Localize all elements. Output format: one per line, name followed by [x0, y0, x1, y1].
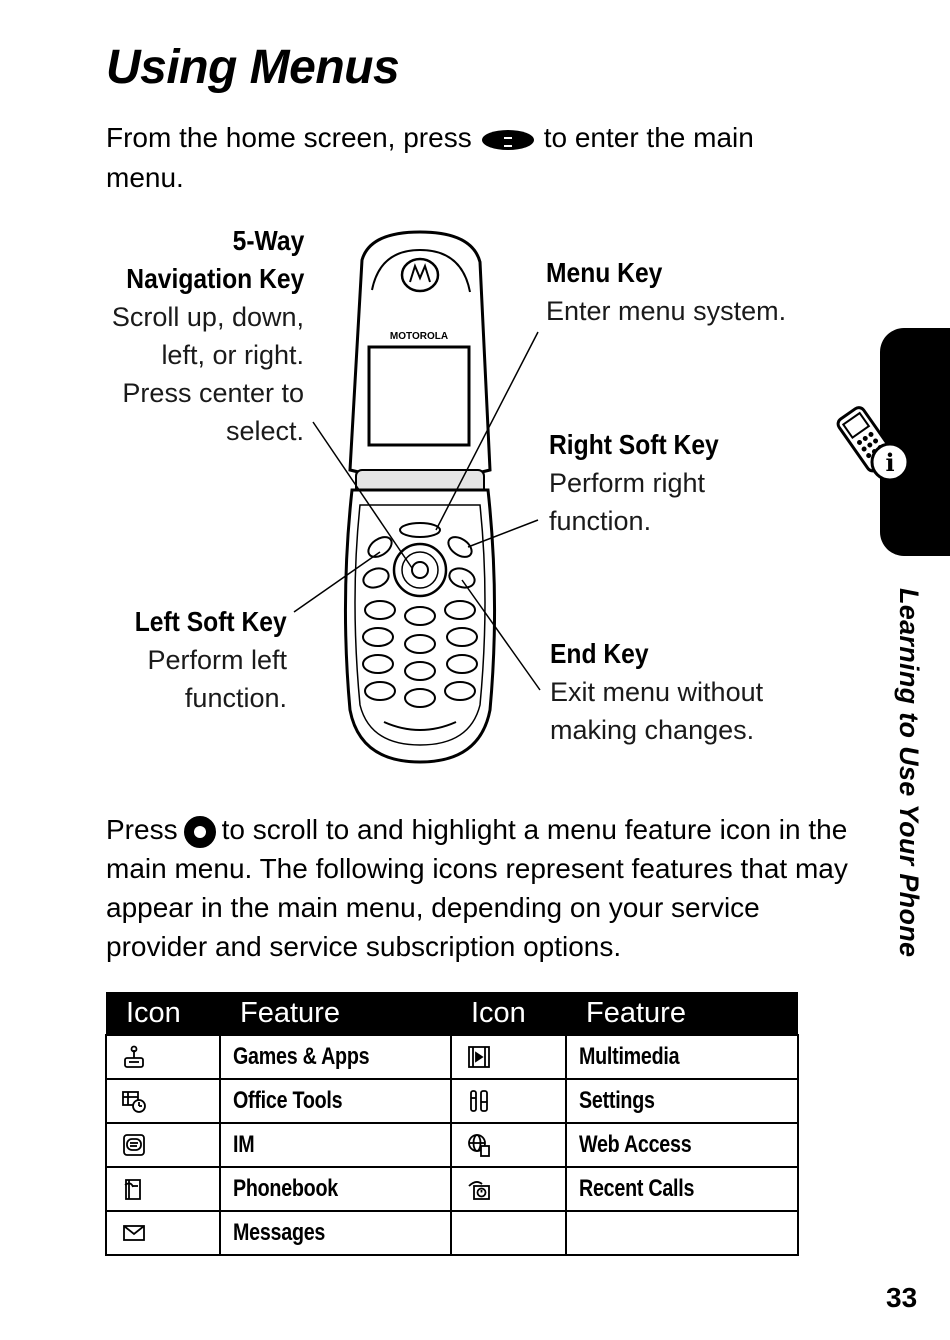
callout-right-soft-key	[549, 426, 742, 540]
office-tools-icon	[121, 1088, 147, 1114]
callout-left-soft-key-desc-2: function.	[184, 683, 287, 713]
table-row	[106, 1035, 798, 1079]
callout-right-soft-key-label: Right Soft Key	[549, 429, 719, 460]
phone-screen	[369, 347, 469, 445]
feature-web-access: Web Access	[579, 1131, 692, 1158]
svg-text:i: i	[885, 448, 895, 477]
callout-end-key-label: End Key	[550, 638, 649, 669]
motorola-logo-icon	[402, 259, 438, 291]
callout-nav-key-desc-3: Press center to	[122, 378, 304, 408]
feature-multimedia: Multimedia	[579, 1043, 680, 1070]
phone-info-icon	[830, 400, 920, 490]
intro-text-after: to enter the main menu.	[106, 122, 754, 193]
web-access-icon	[466, 1132, 492, 1158]
press-paragraph	[106, 810, 851, 966]
callout-right-soft-key-desc-1: Perform right	[549, 468, 706, 498]
feature-messages: Messages	[233, 1219, 326, 1246]
phonebook-icon	[121, 1176, 147, 1202]
callout-menu-key-desc-1: Enter menu system.	[546, 296, 787, 326]
games-apps-icon	[121, 1044, 147, 1070]
callout-nav-key	[102, 222, 304, 450]
table-row	[106, 1123, 798, 1167]
recent-calls-icon	[466, 1176, 492, 1202]
multimedia-icon	[466, 1044, 492, 1070]
header-icon-2: Icon	[451, 992, 566, 1035]
table-header-row	[106, 992, 798, 1035]
feature-recent-calls: Recent Calls	[579, 1175, 695, 1202]
page-number: 33	[886, 1282, 918, 1313]
callout-nav-key-desc-4: select.	[225, 416, 304, 446]
settings-icon	[466, 1088, 492, 1114]
press-text-after: to scroll to and highlight a menu feature icon in the main menu. The following icons represent features that may appear in the main menu, depending on your service provider and service subscription options.	[106, 814, 848, 962]
feature-office-tools: Office Tools	[233, 1087, 343, 1114]
feature-settings: Settings	[579, 1087, 655, 1114]
feature-im: IM	[233, 1131, 255, 1158]
feature-icon-table	[105, 992, 799, 1256]
table-row	[106, 1167, 798, 1211]
callout-menu-key	[546, 254, 786, 330]
callout-menu-key-label: Menu Key	[546, 257, 663, 288]
phone-brand: MOTOROLA	[389, 331, 449, 342]
callout-end-key-desc-1: Exit menu without	[550, 677, 764, 707]
press-text-before: Press	[106, 814, 178, 845]
feature-phonebook: Phonebook	[233, 1175, 338, 1202]
page-title: Using Menus	[106, 41, 400, 94]
table-row	[106, 1079, 798, 1123]
navigation-key-icon	[184, 816, 216, 848]
messages-icon	[121, 1220, 147, 1246]
callout-nav-key-desc-1: Scroll up, down,	[111, 302, 304, 332]
callout-left-soft-key-label: Left Soft Key	[135, 606, 287, 637]
callout-nav-key-label-1: 5-Way	[232, 225, 304, 256]
callout-end-key	[550, 635, 763, 749]
side-tab-label: Learning to Use Your Phone	[894, 588, 924, 958]
table-row	[106, 1211, 798, 1255]
callout-left-soft-key-desc-1: Perform left	[147, 645, 287, 675]
callout-nav-key-label-2: Navigation Key	[125, 263, 304, 294]
intro-text-before: From the home screen, press	[106, 122, 472, 153]
callout-left-soft-key	[114, 603, 287, 717]
feature-games-apps: Games & Apps	[233, 1043, 370, 1070]
callout-end-key-desc-2: making changes.	[550, 715, 755, 745]
empty-feature-cell	[566, 1211, 798, 1255]
empty-icon-cell	[451, 1211, 566, 1255]
callout-right-soft-key-desc-2: function.	[549, 506, 652, 536]
header-feature-1: Feature	[220, 992, 451, 1035]
header-icon-1: Icon	[106, 992, 220, 1035]
im-icon	[121, 1132, 147, 1158]
phone-menu-key	[400, 523, 440, 537]
header-feature-2: Feature	[566, 992, 798, 1035]
callout-nav-key-desc-2: left, or right.	[161, 340, 304, 370]
